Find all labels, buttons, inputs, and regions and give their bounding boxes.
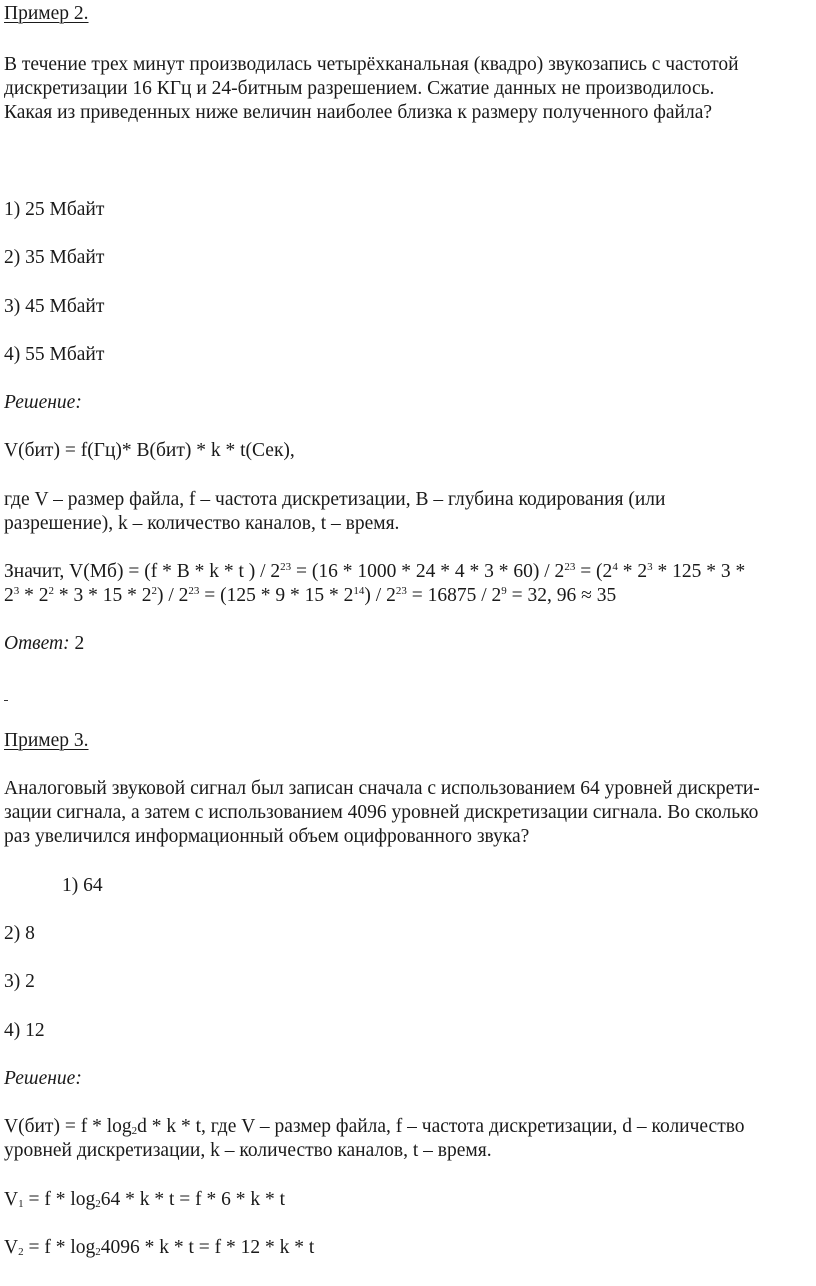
example2-formula: V(бит) = f(Гц)* B(бит) * k * t(Сек), <box>4 440 295 461</box>
example3-option-1: 1) 64 <box>62 875 103 896</box>
example2-problem-line-3: Какая из приведенных ниже величин наиболее близка к размеру полученного файла? <box>4 102 713 123</box>
example2-solution-label: Решение: <box>4 392 82 413</box>
example2-option-2: 2) 35 Мбайт <box>4 247 105 268</box>
example2-calc-line-1: Значит, V(Мб) = (f * B * k * t ) / $2^{23} = (16 * 1000 * 24 * 4 * 3 * 60) / 2^{23} = (2^4 * 2^3 * 125 * 3$ * <box>4 561 746 582</box>
example3-v2: $V_2 = f * \log_24096 * k * t = f * 12 * k * t$ <box>4 1237 315 1258</box>
example3-problem-line-1: Аналоговый звуковой сигнал был записан сначала с использованием 64 уровней дискрети- <box>4 778 760 799</box>
example2-explanation-line-2: разрешение), k – количество каналов, t – время. <box>4 513 400 534</box>
example3-problem-line-2: зации сигнала, а затем с использованием 4096 уровней дискретизации сигнала. Во сколько <box>4 802 759 823</box>
example2-problem-line-1: В течение трех минут производилась четырёхканальная (квадро) звукозапись с частотой <box>4 54 739 75</box>
example2-answer-label: Ответ: <box>4 633 70 654</box>
example2-option-3: 3) 45 Мбайт <box>4 296 105 317</box>
example2-answer-value: 2 <box>69 633 85 654</box>
example3-v1: $V_1 = f * \log_264 * k * t = f * 6 * k * t$ <box>4 1189 286 1210</box>
separator-dash <box>4 700 8 701</box>
example3-option-4: 4) 12 <box>4 1020 45 1041</box>
example3-title: Пример 3. <box>4 730 89 751</box>
example2-calc-line-2: $2^3 * 2^2 * 3 * 15 * 2^2) / 2^{23} = (125 * 9 * 15 * 2^{14}) / 2^{23} = 16875 / 2^9 = 32$, 96 ≈ 35 <box>4 585 617 606</box>
example2-option-1: 1) 25 Мбайт <box>4 199 105 220</box>
example3-option-2: 2) 8 <box>4 923 35 944</box>
example2-answer <box>4 632 84 656</box>
example2-option-4: 4) 55 Мбайт <box>4 344 105 365</box>
example3-formula-line-1: $V(бит) = f * \log_2d * k * t$, где V – размер файла, f – частота дискретизации, d – количество <box>4 1116 745 1137</box>
example2-problem-line-2: дискретизации 16 КГц и 24-битным разрешением. Сжатие данных не производилось. <box>4 78 715 99</box>
example3-solution-label: Решение: <box>4 1068 82 1089</box>
example2-explanation-line-1: где V – размер файла, f – частота дискретизации, B – глубина кодирования (или <box>4 489 666 510</box>
example2-title: Пример 2. <box>4 3 89 24</box>
example3-option-3: 3) 2 <box>4 971 35 992</box>
example3-problem-line-3: раз увеличился информационный объем оцифрованного звука? <box>4 826 530 847</box>
example3-formula-line-2: уровней дискретизации, k – количество каналов, t – время. <box>4 1140 492 1161</box>
